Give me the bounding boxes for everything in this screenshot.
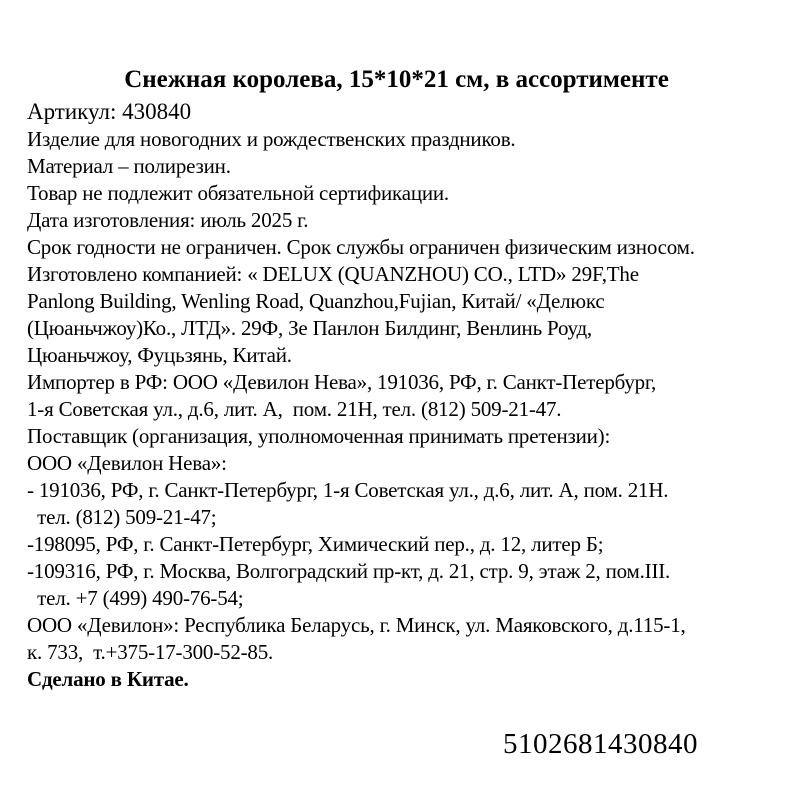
text-line: Дата изготовления: июль 2025 г. xyxy=(27,208,309,232)
text-line: Цюаньчжоу, Фуцьзянь, Китай. xyxy=(27,343,292,367)
text-line: Импортер в РФ: ООО «Девилон Нева», 191036, РФ, г. Санкт-Петербург, xyxy=(27,370,657,394)
text-line: тел. +7 (499) 490-76-54; xyxy=(27,586,244,610)
text-line: тел. (812) 509-21-47; xyxy=(27,505,217,529)
text-line: 1-я Советская ул., д.6, лит. А, пом. 21Н, тел. (812) 509-21-47. xyxy=(27,397,562,421)
product-title: Снежная королева, 15*10*21 см, в ассортименте xyxy=(124,66,669,93)
text-line: (Цюаньчжоу)Ко., ЛТД». 29Ф, Зе Панлон Билдинг, Венлинь Роуд, xyxy=(27,316,592,340)
text-line: Товар не подлежит обязательной сертификации. xyxy=(27,181,449,205)
text-line: Срок годности не ограничен. Срок службы ограничен физическим износом. xyxy=(27,235,695,259)
body-text xyxy=(27,126,793,666)
made-in-line: Сделано в Китае. xyxy=(27,667,189,691)
text-line: Изделие для новогодних и рождественских праздников. xyxy=(27,127,516,151)
text-line: к. 733, т.+375-17-300-52-85. xyxy=(27,640,274,664)
text-line: Поставщик (организация, уполномоченная принимать претензии): xyxy=(27,424,611,448)
text-line: ООО «Девилон»: Республика Беларусь, г. Минск, ул. Маяковского, д.115-1, xyxy=(27,613,686,637)
text-line: Материал – полирезин. xyxy=(27,154,231,178)
barcode-number: 5102681430840 xyxy=(503,728,698,760)
text-line: -109316, РФ, г. Москва, Волгоградский пр-кт, д. 21, стр. 9, этаж 2, пом.III. xyxy=(27,559,671,583)
article-number: Артикул: 430840 xyxy=(27,99,192,124)
text-line: - 191036, РФ, г. Санкт-Петербург, 1-я Советская ул., д.6, лит. А, пом. 21Н. xyxy=(27,478,669,502)
text-line: Panlong Building, Wenling Road, Quanzhou,Fujian, Китай/ «Делюкс xyxy=(27,289,605,313)
text-line: -198095, РФ, г. Санкт-Петербург, Химический пер., д. 12, литер Б; xyxy=(27,532,604,556)
text-line: ООО «Девилон Нева»: xyxy=(27,451,227,475)
text-line: Изготовлено компанией: « DELUX (QUANZHOU) CO., LTD» 29F,The xyxy=(27,262,639,286)
